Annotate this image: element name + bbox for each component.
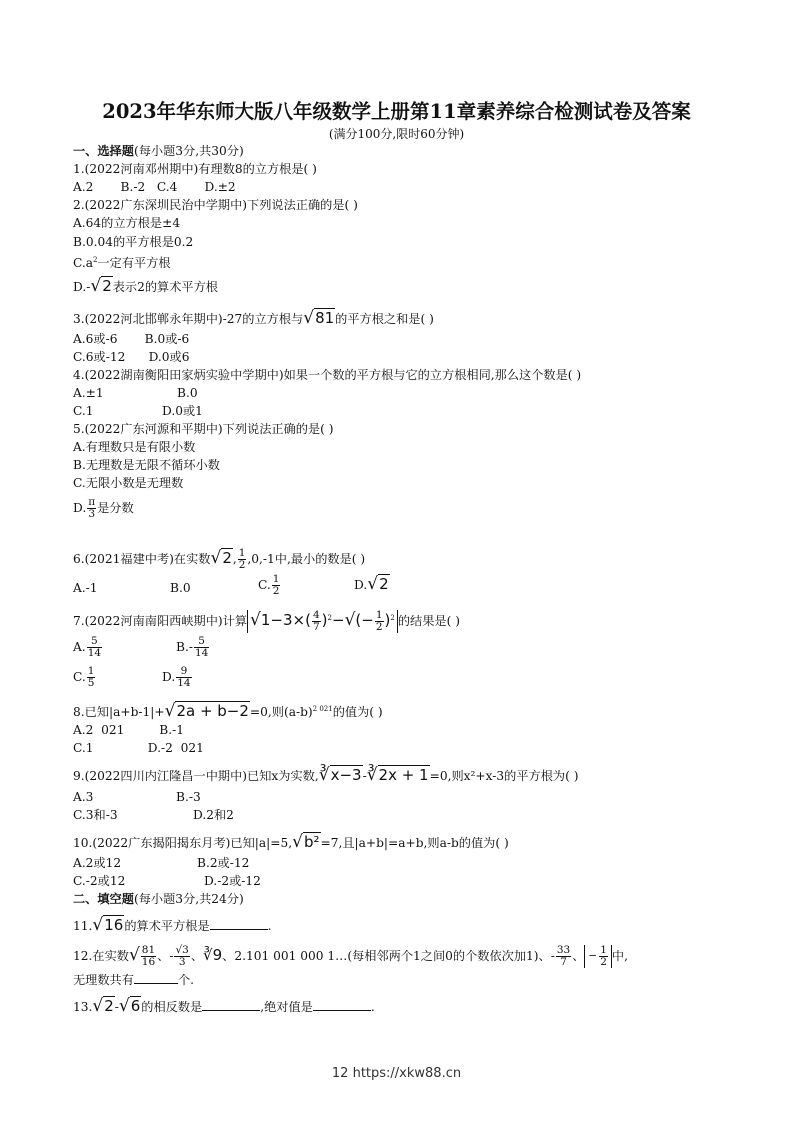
question-9-option-a: A.3 bbox=[73, 790, 94, 804]
question-12-line-1: 12.在实数√ $\frac{81}{16}$ 、- $\frac{√3}{3}$ 、∛9、2.101 001 000 1…(每相邻两个1之间0的个数依次加1)、- $\frac{33}{7}$ 、 − $\frac{1}{2}$ 中, bbox=[73, 944, 628, 968]
question-3-options-cd: C.6或-12 D.0或6 bbox=[73, 350, 190, 364]
question-2-option-b: B.0.04的平方根是0.2 bbox=[73, 235, 194, 249]
answer-blank[interactable] bbox=[210, 917, 268, 930]
question-7-option-a: A. $\frac{5}{14}$ bbox=[73, 635, 102, 659]
question-4-stem: 4.(2022湖南衡阳田家炳实验中学期中)如果一个数的平方根与它的立方根相同,那么这个数是( ) bbox=[73, 368, 582, 382]
question-10-option-c: C.-2或12 bbox=[73, 874, 126, 888]
question-3-options-ab: A.6或-6 B.0或-6 bbox=[73, 332, 190, 346]
question-5-option-d: D. $\frac{\pi}{3}$ 是分数 bbox=[73, 496, 134, 520]
question-7-option-b: B.- $\frac{5}{14}$ bbox=[176, 635, 209, 659]
question-6-option-d: D.√2 bbox=[354, 574, 389, 594]
question-2-option-a: A.64的立方根是±4 bbox=[73, 216, 181, 230]
question-6-stem: 6.(2021福建中考)在实数√2, $\frac{1}{2}$ ,0,-1中,最小的数是( ) bbox=[73, 547, 366, 571]
question-4-option-d: D.0或1 bbox=[162, 404, 203, 418]
question-8-stem: 8.已知|a+b-1|+√2a + b−2=0,则$(a-b)^{2 021}$的值为( ) bbox=[73, 701, 383, 722]
answer-blank[interactable] bbox=[134, 971, 178, 984]
question-5-stem: 5.(2022广东河源和平期中)下列说法正确的是( ) bbox=[73, 422, 334, 436]
question-2-stem: 2.(2022广东深圳民治中学期中)下列说法正确的是( ) bbox=[73, 198, 358, 212]
question-8-options-ab: A.2 021 B.-1 bbox=[73, 723, 185, 737]
question-8-options-cd: C.1 D.-2 021 bbox=[73, 741, 204, 755]
page-footer: 12 https://xkw88.cn bbox=[331, 1066, 462, 1081]
question-11: 11.√16的算术平方根是 . bbox=[73, 915, 272, 935]
question-5-option-c: C.无限小数是无理数 bbox=[73, 476, 184, 490]
question-6-option-c: C. $\frac{1}{2}$ bbox=[258, 573, 280, 597]
question-9-stem: 9.(2022四川内江隆昌一中期中)已知x为实数,∛x−3-∛2x + 1=0,则x²+x-3的平方根为( ) bbox=[73, 765, 579, 785]
answer-blank[interactable] bbox=[202, 998, 260, 1011]
question-13: 13.√2-√6的相反数是 ,绝对值是 . bbox=[73, 996, 375, 1016]
question-5-option-a: A.有理数只是有限小数 bbox=[73, 440, 196, 454]
question-7-stem: 7.(2022河南南阳西峡期中)计算 √1−3×( $\frac{4}{7}$ )$^2$−√(− $\frac{1}{2}$ )$^2$ 的结果是( ) bbox=[73, 609, 460, 634]
section-heading-fill: 二、填空题(每小题3分,共24分) bbox=[73, 892, 244, 906]
question-6-option-a: A.-1 bbox=[73, 581, 98, 595]
question-4-option-a: A.±1 bbox=[73, 386, 104, 400]
question-2-option-c: $C.a^2$一定有平方根 bbox=[73, 256, 171, 271]
question-4-option-b: B.0 bbox=[177, 386, 198, 400]
question-10-option-a: A.2或12 bbox=[73, 856, 122, 870]
question-5-option-b: B.无理数是无限不循环小数 bbox=[73, 458, 220, 472]
page-subtitle: (满分100分,限时60分钟) bbox=[328, 127, 465, 141]
question-7-option-c: C. $\frac{1}{5}$ bbox=[73, 665, 95, 689]
answer-blank[interactable] bbox=[313, 998, 371, 1011]
question-9-option-d: D.2和2 bbox=[193, 808, 234, 822]
question-10-stem: 10.(2022广东揭阳揭东月考)已知|a|=5,√b²=7,且|a+b|=a+b,则a-b的值为( ) bbox=[73, 832, 509, 852]
question-1-options: A.2 B.-2 C.4 D.±2 bbox=[73, 180, 236, 194]
question-1-stem: 1.(2022河南邓州期中)有理数8的立方根是( ) bbox=[73, 162, 317, 176]
question-2-option-d: D.-√2表示2的算术平方根 bbox=[73, 276, 218, 296]
question-10-option-d: D.-2或-12 bbox=[204, 874, 261, 888]
question-4-option-c: C.1 bbox=[73, 404, 94, 418]
question-9-option-b: B.-3 bbox=[176, 790, 201, 804]
question-9-option-c: C.3和-3 bbox=[73, 808, 118, 822]
section-heading-choice: 一、选择题(每小题3分,共30分) bbox=[73, 144, 244, 158]
question-12-line-2: 无理数共有 个. bbox=[73, 973, 194, 987]
question-10-option-b: B.2或-12 bbox=[197, 856, 250, 870]
page-title: 2023年华东师大版八年级数学上册第11章素养综合检测试卷及答案 bbox=[102, 100, 691, 123]
question-3-stem: 3.(2022河北邯郸永年期中)-27的立方根与√81的平方根之和是( ) bbox=[73, 308, 434, 328]
question-6-option-b: B.0 bbox=[170, 581, 191, 595]
question-7-option-d: D. $\frac{9}{14}$ bbox=[162, 665, 191, 689]
